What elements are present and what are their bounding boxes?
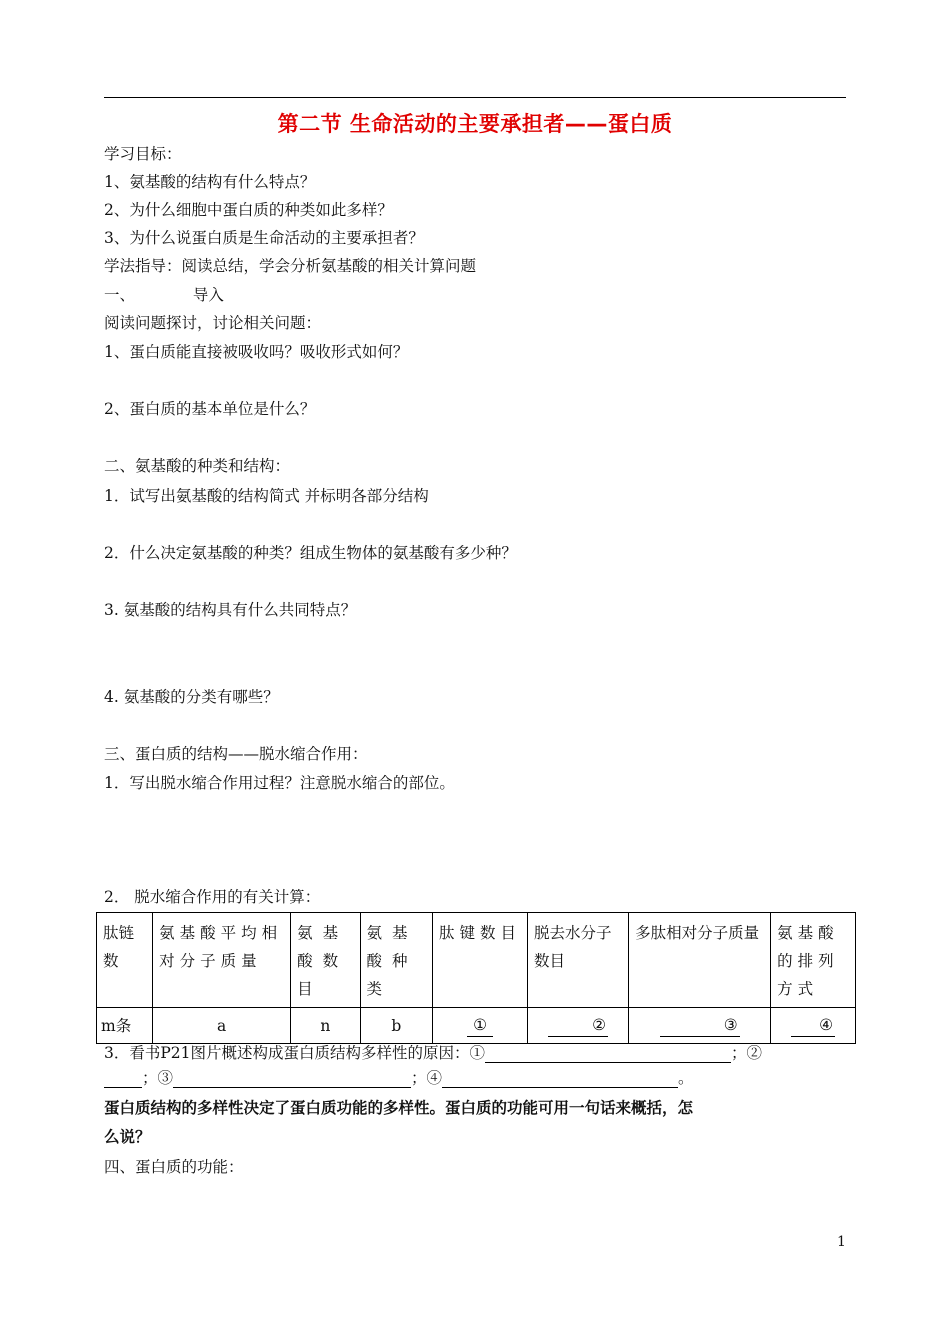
table-row: [97, 1008, 856, 1044]
table-header-row: [97, 913, 856, 1008]
table-header-cell: 多肽相对分子质量: [629, 913, 771, 1008]
section-1-title: 导入: [192, 286, 224, 304]
page-title: 第二节 生命活动的主要承担者——蛋白质: [277, 112, 673, 136]
table-cell: [629, 1008, 771, 1044]
calculation-table: [96, 912, 856, 1044]
table-header-cell: 脱去水分子数目: [528, 913, 629, 1008]
answer-blank-3[interactable]: ③: [660, 1014, 740, 1037]
page-number: 1: [837, 1234, 846, 1250]
separator: ；②: [731, 1044, 763, 1062]
table-header-cell: 氨基酸的排列方式: [771, 913, 856, 1008]
goals-heading: 学习目标：: [104, 145, 182, 163]
table-cell: [771, 1008, 856, 1044]
table-cell: [528, 1008, 629, 1044]
section-4-heading: 四、蛋白质的功能：: [104, 1158, 244, 1176]
bold-prompt-line-2: 么说？: [104, 1128, 151, 1146]
fill-blank[interactable]: [173, 1070, 411, 1088]
goal-item: 1、氨基酸的结构有什么特点？: [104, 173, 316, 191]
section-1-heading: [104, 285, 224, 305]
answer-blank-2[interactable]: ②: [548, 1014, 608, 1037]
question: 1、蛋白质能直接被吸收吗？吸收形式如何？: [104, 343, 409, 361]
fill-blank[interactable]: [104, 1070, 142, 1088]
question: 2．什么决定氨基酸的种类？组成生物体的氨基酸有多少种？: [104, 544, 517, 562]
question: 3. 氨基酸的结构具有什么共同特点？: [104, 601, 357, 619]
question: 4. 氨基酸的分类有哪些？: [104, 688, 279, 706]
question-3-line-1: [104, 1043, 762, 1063]
table-cell: b: [360, 1008, 433, 1044]
separator: ；④: [411, 1069, 443, 1087]
header-rule: [104, 97, 846, 98]
fill-blank[interactable]: [442, 1070, 678, 1088]
section-1-intro: 阅读问题探讨，讨论相关问题：: [104, 314, 322, 332]
table-cell: n: [291, 1008, 360, 1044]
answer-blank-1[interactable]: ①: [467, 1014, 493, 1037]
section-1-number: 一、: [104, 286, 136, 304]
question: 2、蛋白质的基本单位是什么？: [104, 400, 316, 418]
goal-item: 2、为什么细胞中蛋白质的种类如此多样？: [104, 201, 393, 219]
question: 1．写出脱水缩合作用过程？注意脱水缩合的部位。: [104, 774, 455, 792]
separator: ；③: [142, 1069, 174, 1087]
goal-item: 3、为什么说蛋白质是生命活动的主要承担者？: [104, 229, 424, 247]
bold-prompt-line-1: 蛋白质结构的多样性决定了蛋白质功能的多样性。蛋白质的功能可用一句话来概括，怎: [104, 1099, 694, 1117]
method-guide: 学法指导：阅读总结，学会分析氨基酸的相关计算问题: [104, 257, 477, 275]
question-3-text: 3．看书P21图片概述构成蛋白质结构多样性的原因：①: [104, 1044, 486, 1062]
table-header-cell: 氨基酸种类: [360, 913, 433, 1008]
table-cell: a: [153, 1008, 291, 1044]
table-header-cell: 氨基酸平均相对分子质量: [153, 913, 291, 1008]
line-end: 。: [678, 1069, 694, 1087]
fill-blank[interactable]: [485, 1045, 731, 1063]
section-3-heading: 三、蛋白质的结构——脱水缩合作用：: [104, 745, 368, 763]
table-header-cell: 肽键数目: [433, 913, 528, 1008]
table-header-cell: 肽链数: [97, 913, 153, 1008]
question: 1．试写出氨基酸的结构简式 并标明各部分结构: [104, 487, 429, 505]
answer-blank-4[interactable]: ④: [791, 1014, 835, 1037]
table-cell: [433, 1008, 528, 1044]
question-3-line-2: [104, 1068, 694, 1088]
section-2-heading: 二、氨基酸的种类和结构：: [104, 457, 291, 475]
question: 2． 脱水缩合作用的有关计算：: [104, 888, 321, 906]
table-header-cell: 氨基酸数目: [291, 913, 360, 1008]
table-cell: m条: [97, 1008, 153, 1044]
